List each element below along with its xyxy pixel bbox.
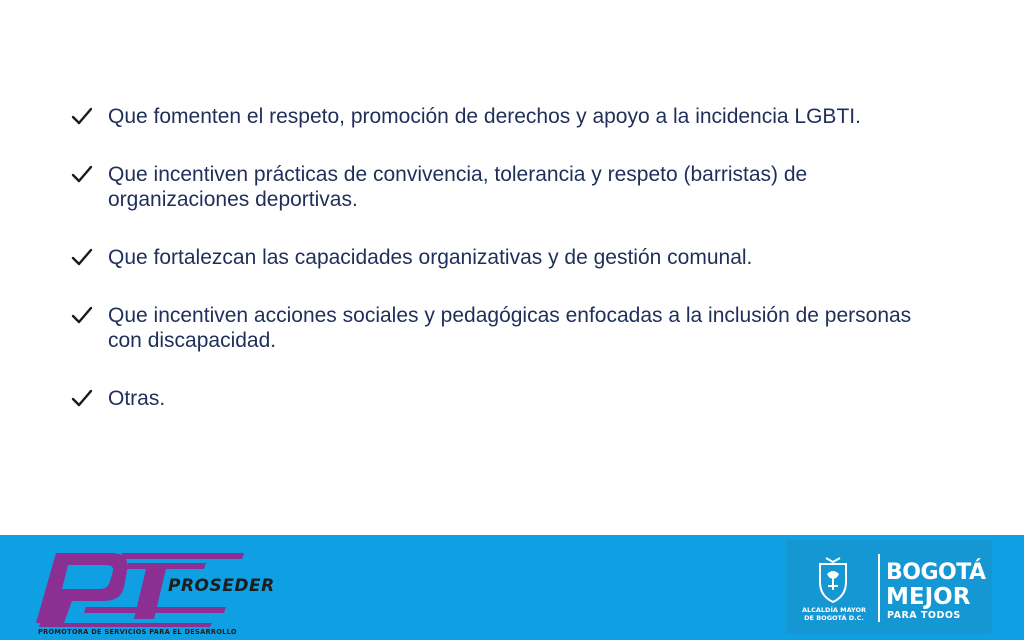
alcaldia-line: ALCALDÍA MAYOR [801,606,867,614]
para-todos-word: PARA TODOS [887,610,961,621]
bullet-item [70,386,950,411]
bullet-list [70,104,950,444]
proseder-name: PROSEDER [168,576,275,596]
coat-of-arms-icon [816,556,850,604]
checkmark-icon [70,303,94,327]
proseder-logo [26,543,275,636]
bullet-text: Que fomenten el respeto, promoción de derechos y apoyo a la incidencia LGBTI. [108,105,861,128]
proseder-tagline: PROMOTORA DE SERVICIOS PARA EL DESARROLLO [38,628,237,636]
checkmark-icon [70,386,94,410]
checkmark-icon [70,104,94,128]
bullet-item [70,104,950,129]
bullet-item [70,162,950,212]
bullet-item [70,245,950,270]
bullet-item [70,303,950,353]
logo-divider [878,554,880,622]
footer-bar [0,535,1024,640]
bogota-logo [786,540,992,634]
bullet-text: Que fortalezcan las capacidades organizativas y de gestión comunal. [108,246,753,269]
alcaldia-line: DE BOGOTÁ D.C. [804,614,864,622]
bullet-text: Otras. [108,387,166,410]
bullet-text: Que incentiven acciones sociales y pedagógicas enfocadas a la inclusión de personas con discapacidad. [108,304,912,352]
bogota-word: BOGOTÁ [886,560,986,585]
mejor-word: MEJOR [886,584,971,610]
checkmark-icon [70,245,94,269]
bullet-text: Que incentiven prácticas de convivencia, tolerancia y respeto (barristas) de organizaciones deportivas. [108,163,808,211]
alcaldia-text [796,606,872,622]
checkmark-icon [70,162,94,186]
